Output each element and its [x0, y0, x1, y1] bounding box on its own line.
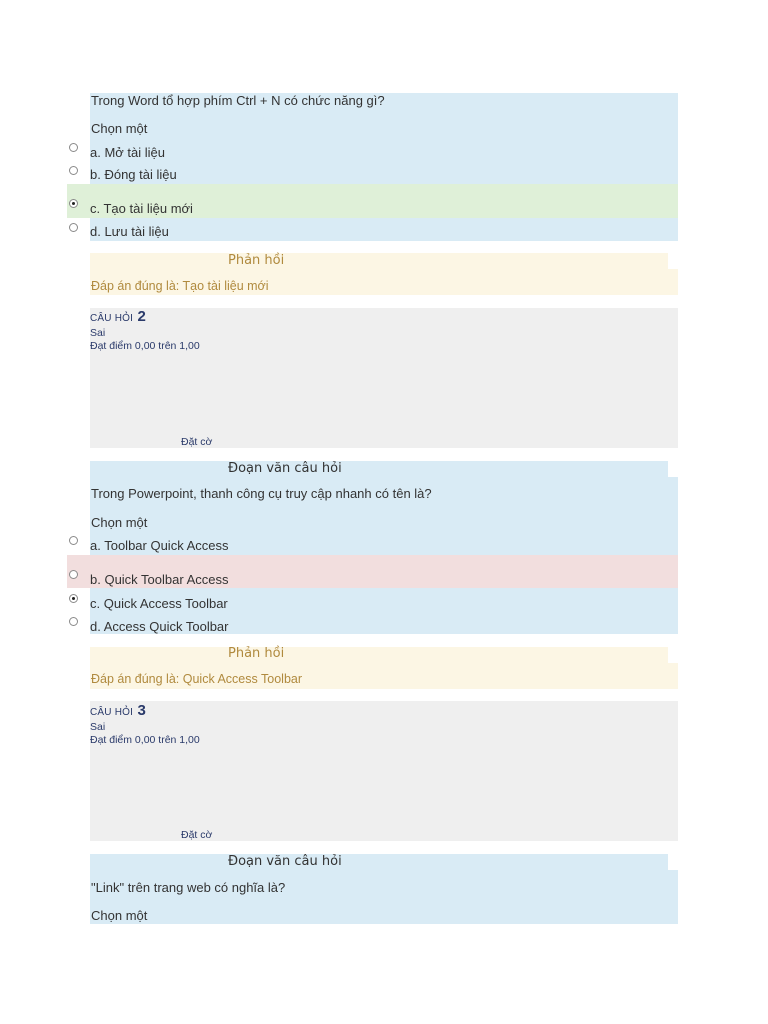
q2-heading	[90, 308, 146, 326]
q1-option-a-label[interactable]: a. Mở tài liệu	[90, 145, 165, 160]
q3-question-block	[90, 870, 678, 924]
q2-flag-link[interactable]: Đặt cờ	[181, 436, 213, 448]
q2-score: Đạt điểm 0,00 trên 1,00	[90, 340, 200, 352]
q2-info-box	[90, 308, 678, 448]
q1-option-d-label[interactable]: d. Lưu tài liệu	[90, 224, 169, 239]
q2-option-c-label[interactable]: c. Quick Access Toolbar	[90, 596, 228, 611]
q2-prompt: Chọn một	[91, 515, 148, 530]
q2-feedback-text: Đáp án đúng là: Quick Access Toolbar	[91, 672, 303, 686]
q2-feedback-title-bar	[90, 647, 668, 663]
q3-number: 3	[137, 702, 146, 719]
q3-prompt: Chọn một	[91, 908, 148, 923]
q2-section-title: Đoạn văn câu hỏi	[228, 461, 342, 476]
q3-info-box	[90, 701, 678, 841]
q3-score: Đạt điểm 0,00 trên 1,00	[90, 734, 200, 746]
q2-feedback-title: Phản hồi	[228, 646, 285, 661]
q2-option-b-label[interactable]: b. Quick Toolbar Access	[90, 572, 229, 587]
q1-question-block	[90, 93, 678, 241]
q1-option-b-label[interactable]: b. Đóng tài liệu	[90, 167, 177, 182]
q3-question-text: "Link" trên trang web có nghĩa là?	[91, 880, 286, 895]
q3-section-title: Đoạn văn câu hỏi	[228, 854, 342, 869]
q1-option-c-radio[interactable]	[69, 199, 78, 208]
q1-feedback-text: Đáp án đúng là: Tạo tài liệu mới	[91, 279, 269, 293]
q2-number: 2	[137, 308, 146, 325]
q2-question-text: Trong Powerpoint, thanh công cụ truy cập nhanh có tên là?	[91, 486, 432, 501]
q3-status: Sai	[90, 721, 106, 733]
q1-feedback-title-bar	[90, 253, 668, 269]
q2-option-b-radio[interactable]	[69, 570, 78, 579]
q1-option-a-radio[interactable]	[69, 143, 78, 152]
q1-feedback-title: Phản hồi	[228, 253, 285, 268]
q2-section-title-bar	[90, 461, 668, 477]
q2-option-d-label[interactable]: d. Access Quick Toolbar	[90, 619, 229, 634]
q2-option-c-radio[interactable]	[69, 594, 78, 603]
q3-heading	[90, 702, 146, 720]
q2-option-a-label[interactable]: a. Toolbar Quick Access	[90, 538, 229, 553]
q2-option-d-radio[interactable]	[69, 617, 78, 626]
q1-prompt: Chọn một	[91, 121, 148, 136]
q2-status: Sai	[90, 327, 106, 339]
q1-option-b-radio[interactable]	[69, 166, 78, 175]
q2-option-a-radio[interactable]	[69, 536, 78, 545]
q1-option-c-label[interactable]: c. Tạo tài liệu mới	[90, 201, 193, 216]
q2-label: CÂU HỎI	[90, 313, 134, 324]
q1-option-d-radio[interactable]	[69, 223, 78, 232]
q1-question-text: Trong Word tổ hợp phím Ctrl + N có chức năng gì?	[91, 93, 385, 108]
q3-flag-link[interactable]: Đặt cờ	[181, 829, 213, 841]
q3-section-title-bar	[90, 854, 668, 870]
q3-label: CÂU HỎI	[90, 707, 134, 718]
